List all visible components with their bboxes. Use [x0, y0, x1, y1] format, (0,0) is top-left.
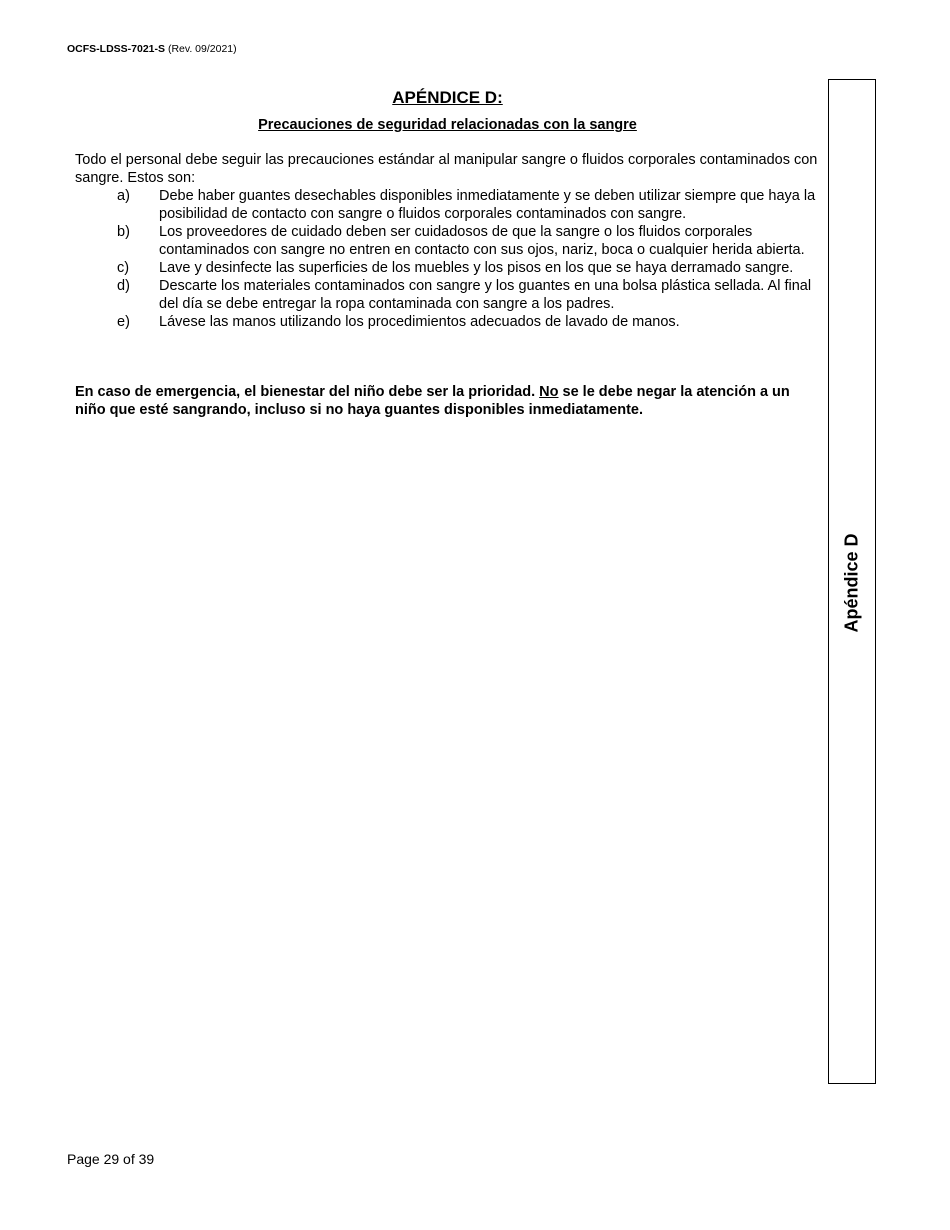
list-item	[117, 259, 817, 277]
list-item-text: Descarte los materiales contaminados con sangre y los guantes en una bolsa plástica sellada. Al final del día se debe entregar la ropa contaminada con sangre a los padres.	[159, 278, 812, 312]
side-tab-label: Apéndice D	[841, 533, 862, 633]
list-item-letter: c)	[117, 260, 130, 276]
list-item	[117, 277, 817, 313]
emergency-note-part1: En caso de emergencia, el bienestar del niño debe ser la prioridad.	[75, 384, 540, 400]
page-number: Page 29 of 39	[67, 1151, 155, 1167]
list-item-letter: d)	[117, 278, 130, 294]
list-item-letter: a)	[117, 188, 130, 204]
form-code: OCFS-LDSS-7021-S	[67, 43, 166, 55]
list-item	[117, 187, 817, 223]
emergency-note-underlined: No	[539, 384, 559, 400]
list-item-text: Lave y desinfecte las superficies de los muebles y los pisos en los que se haya derramado sangre.	[159, 260, 794, 276]
list-item-text: Debe haber guantes desechables disponibles inmediatamente y se deben utilizar siempre que haya la posibilidad de contacto con sangre o fluidos corporales contaminados con sangre.	[159, 188, 816, 222]
form-revision: (Rev. 09/2021)	[167, 43, 237, 55]
page-subtitle: Precauciones de seguridad relacionadas con la sangre	[258, 117, 637, 133]
intro-paragraph: Todo el personal debe seguir las precauciones estándar al manipular sangre o fluidos corporales contaminados con sangre. Estos son:	[75, 152, 818, 186]
emergency-note-part2: se le debe negar la atención a un niño que esté sangrando, incluso si no haya guantes disponibles inmediatamente.	[75, 384, 790, 418]
form-identifier	[67, 43, 237, 55]
emergency-note	[75, 383, 820, 419]
list-item-text: Los proveedores de cuidado deben ser cuidadosos de que la sangre o los fluidos corporales contaminados con sangre no entren en contacto con sus ojos, nariz, boca o cualquier herida abierta.	[159, 224, 805, 258]
side-tab	[828, 79, 876, 1084]
list-item	[117, 313, 817, 331]
page-title: APÉNDICE D:	[392, 88, 503, 107]
precautions-list	[117, 187, 817, 331]
list-item-text: Lávese las manos utilizando los procedimientos adecuados de lavado de manos.	[159, 314, 680, 330]
list-item-letter: e)	[117, 314, 130, 330]
list-item	[117, 223, 817, 259]
list-item-letter: b)	[117, 224, 130, 240]
